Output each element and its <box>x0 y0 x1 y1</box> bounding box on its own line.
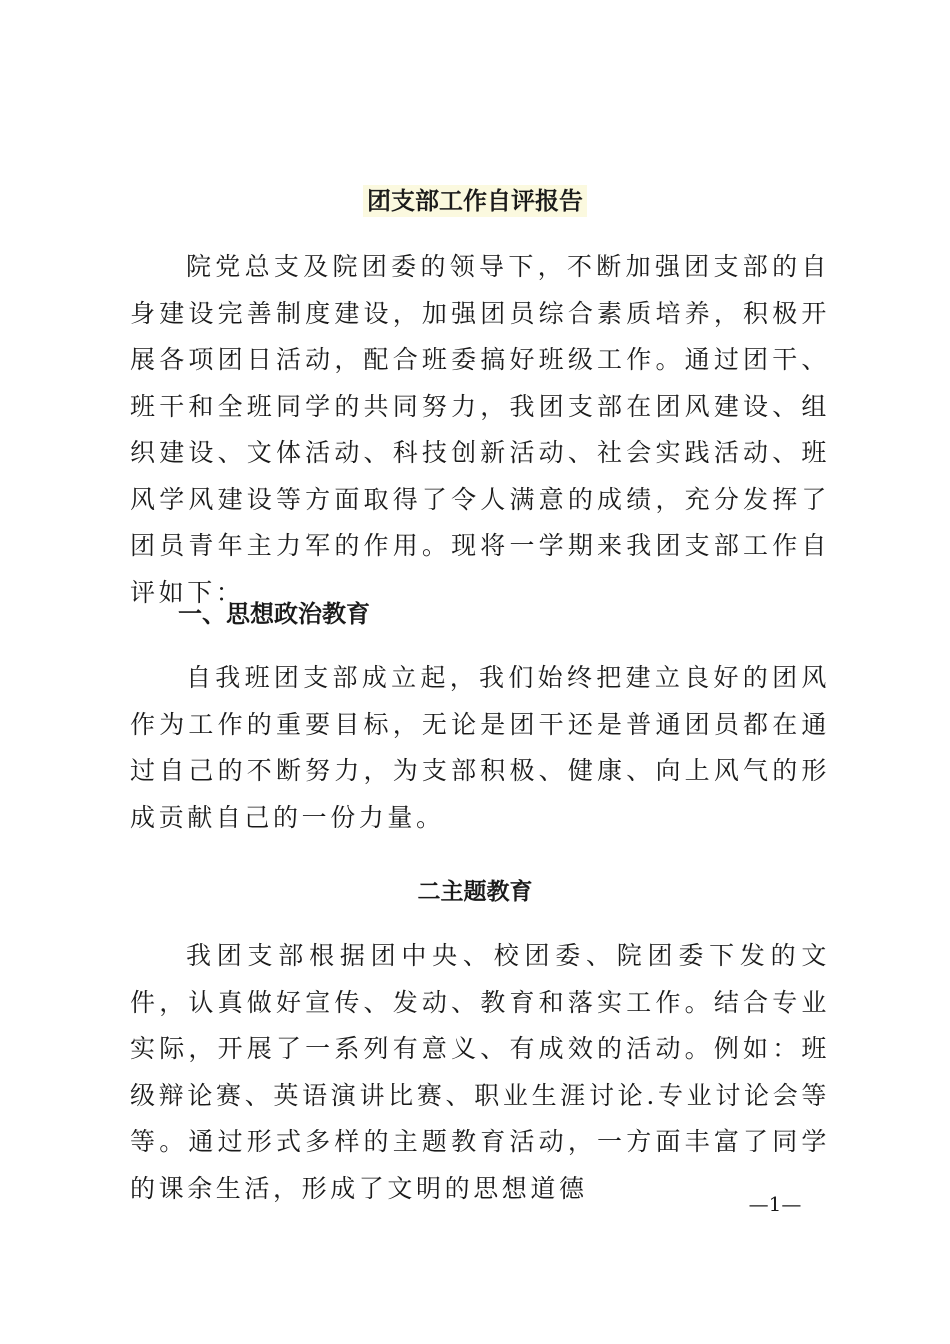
section-heading-ideological-education: 一、思想政治教育 <box>178 600 370 628</box>
intro-paragraph: 院党总支及院团委的领导下，不断加强团支部的自身建设完善制度建设，加强团员综合素质培养，积极开展各项团日活动，配合班委搞好班级工作。通过团干、班干和全班同学的共同努力，我团支部在团风建设、组织建设、文体活动、科技创新活动、社会实践活动、班风学风建设等方面取得了令人满意的成绩，充分发挥了团员青年主力军的作用。现将一学期来我团支部工作自评如下： <box>130 252 830 607</box>
document-title-text: 团支部工作自评报告 <box>363 185 587 217</box>
theme-education-paragraph: 我团支部根据团中央、校团委、院团委下发的文件，认真做好宣传、发动、教育和落实工作。结合专业实际，开展了一系列有意义、有成效的活动。例如：班级辩论赛、英语演讲比赛、职业生涯讨论.专业讨论会等等。通过形式多样的主题教育活动，一方面丰富了同学的课余生活，形成了文明的思想道德 <box>130 941 830 1203</box>
section-heading-theme-education: 二主题教育 <box>417 879 533 905</box>
ideological-education-paragraph: 自我班团支部成立起，我们始终把建立良好的团风作为工作的重要目标，无论是团干还是普通团员都在通过自己的不断努力，为支部积极、健康、向上风气的形成贡献自己的一份力量。 <box>130 663 830 832</box>
page-number: —1— <box>748 1192 802 1216</box>
document-title <box>0 183 950 219</box>
